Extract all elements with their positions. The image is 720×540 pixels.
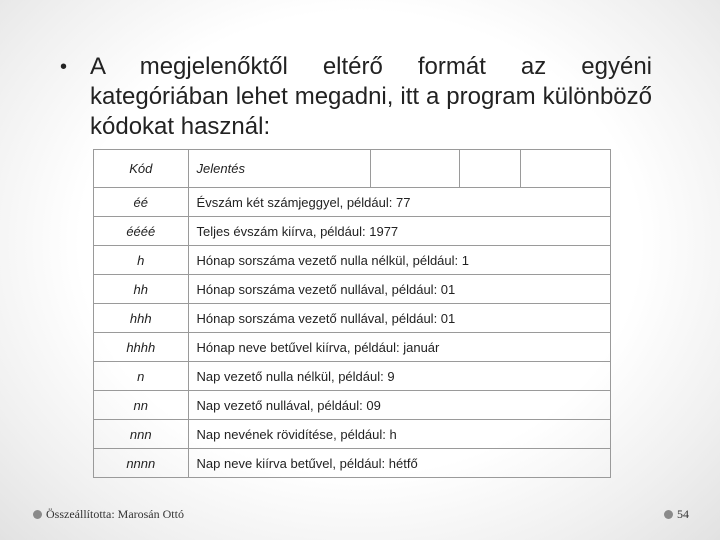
header-code: Kód bbox=[94, 150, 189, 188]
meaning-cell: Nap neve kiírva betűvel, például: hétfő bbox=[188, 449, 610, 478]
table-row bbox=[94, 391, 611, 420]
table-row bbox=[94, 246, 611, 275]
table-row bbox=[94, 188, 611, 217]
header-meaning: Jelentés bbox=[188, 150, 370, 188]
meaning-cell: Teljes évszám kiírva, például: 1977 bbox=[188, 217, 610, 246]
code-cell: hhh bbox=[94, 304, 189, 333]
meaning-cell: Hónap sorszáma vezető nulla nélkül, például: 1 bbox=[188, 246, 610, 275]
table-row bbox=[94, 362, 611, 391]
table-row bbox=[94, 333, 611, 362]
header-empty-cell bbox=[370, 150, 460, 188]
meaning-cell: Nap nevének rövidítése, például: h bbox=[188, 420, 610, 449]
code-cell: nnnn bbox=[94, 449, 189, 478]
code-cell: hhhh bbox=[94, 333, 189, 362]
table-header-row bbox=[94, 150, 611, 188]
bullet-text: A megjelenőktől eltérő formát az egyéni kategóriában lehet megadni, itt a program különböző kódokat használ: bbox=[90, 53, 652, 140]
code-cell: hh bbox=[94, 275, 189, 304]
header-empty-cell bbox=[521, 150, 611, 188]
meaning-cell: Hónap neve betűvel kiírva, például: január bbox=[188, 333, 610, 362]
code-cell: nnn bbox=[94, 420, 189, 449]
page-number-text: 54 bbox=[677, 507, 689, 521]
footer-author-text: Összeállította: Marosán Ottó bbox=[46, 507, 184, 521]
code-cell: nn bbox=[94, 391, 189, 420]
code-cell: éééé bbox=[94, 217, 189, 246]
bullet-paragraph bbox=[60, 52, 652, 142]
footer-author bbox=[33, 507, 184, 522]
footer-dot-icon bbox=[664, 510, 673, 519]
code-cell: n bbox=[94, 362, 189, 391]
meaning-cell: Hónap sorszáma vezető nullával, például: 01 bbox=[188, 275, 610, 304]
table-row bbox=[94, 217, 611, 246]
meaning-cell: Nap vezető nulla nélkül, például: 9 bbox=[188, 362, 610, 391]
table-row bbox=[94, 304, 611, 333]
meaning-cell: Évszám két számjeggyel, például: 77 bbox=[188, 188, 610, 217]
meaning-cell: Hónap sorszáma vezető nullával, például: 01 bbox=[188, 304, 610, 333]
footer-page-number bbox=[664, 507, 689, 522]
meaning-cell: Nap vezető nullával, például: 09 bbox=[188, 391, 610, 420]
code-cell: éé bbox=[94, 188, 189, 217]
footer-dot-icon bbox=[33, 510, 42, 519]
table-row bbox=[94, 449, 611, 478]
header-empty-cell bbox=[460, 150, 521, 188]
bullet-dot: • bbox=[60, 56, 68, 78]
code-cell: h bbox=[94, 246, 189, 275]
format-codes-table bbox=[93, 149, 611, 478]
table-row bbox=[94, 275, 611, 304]
table-row bbox=[94, 420, 611, 449]
